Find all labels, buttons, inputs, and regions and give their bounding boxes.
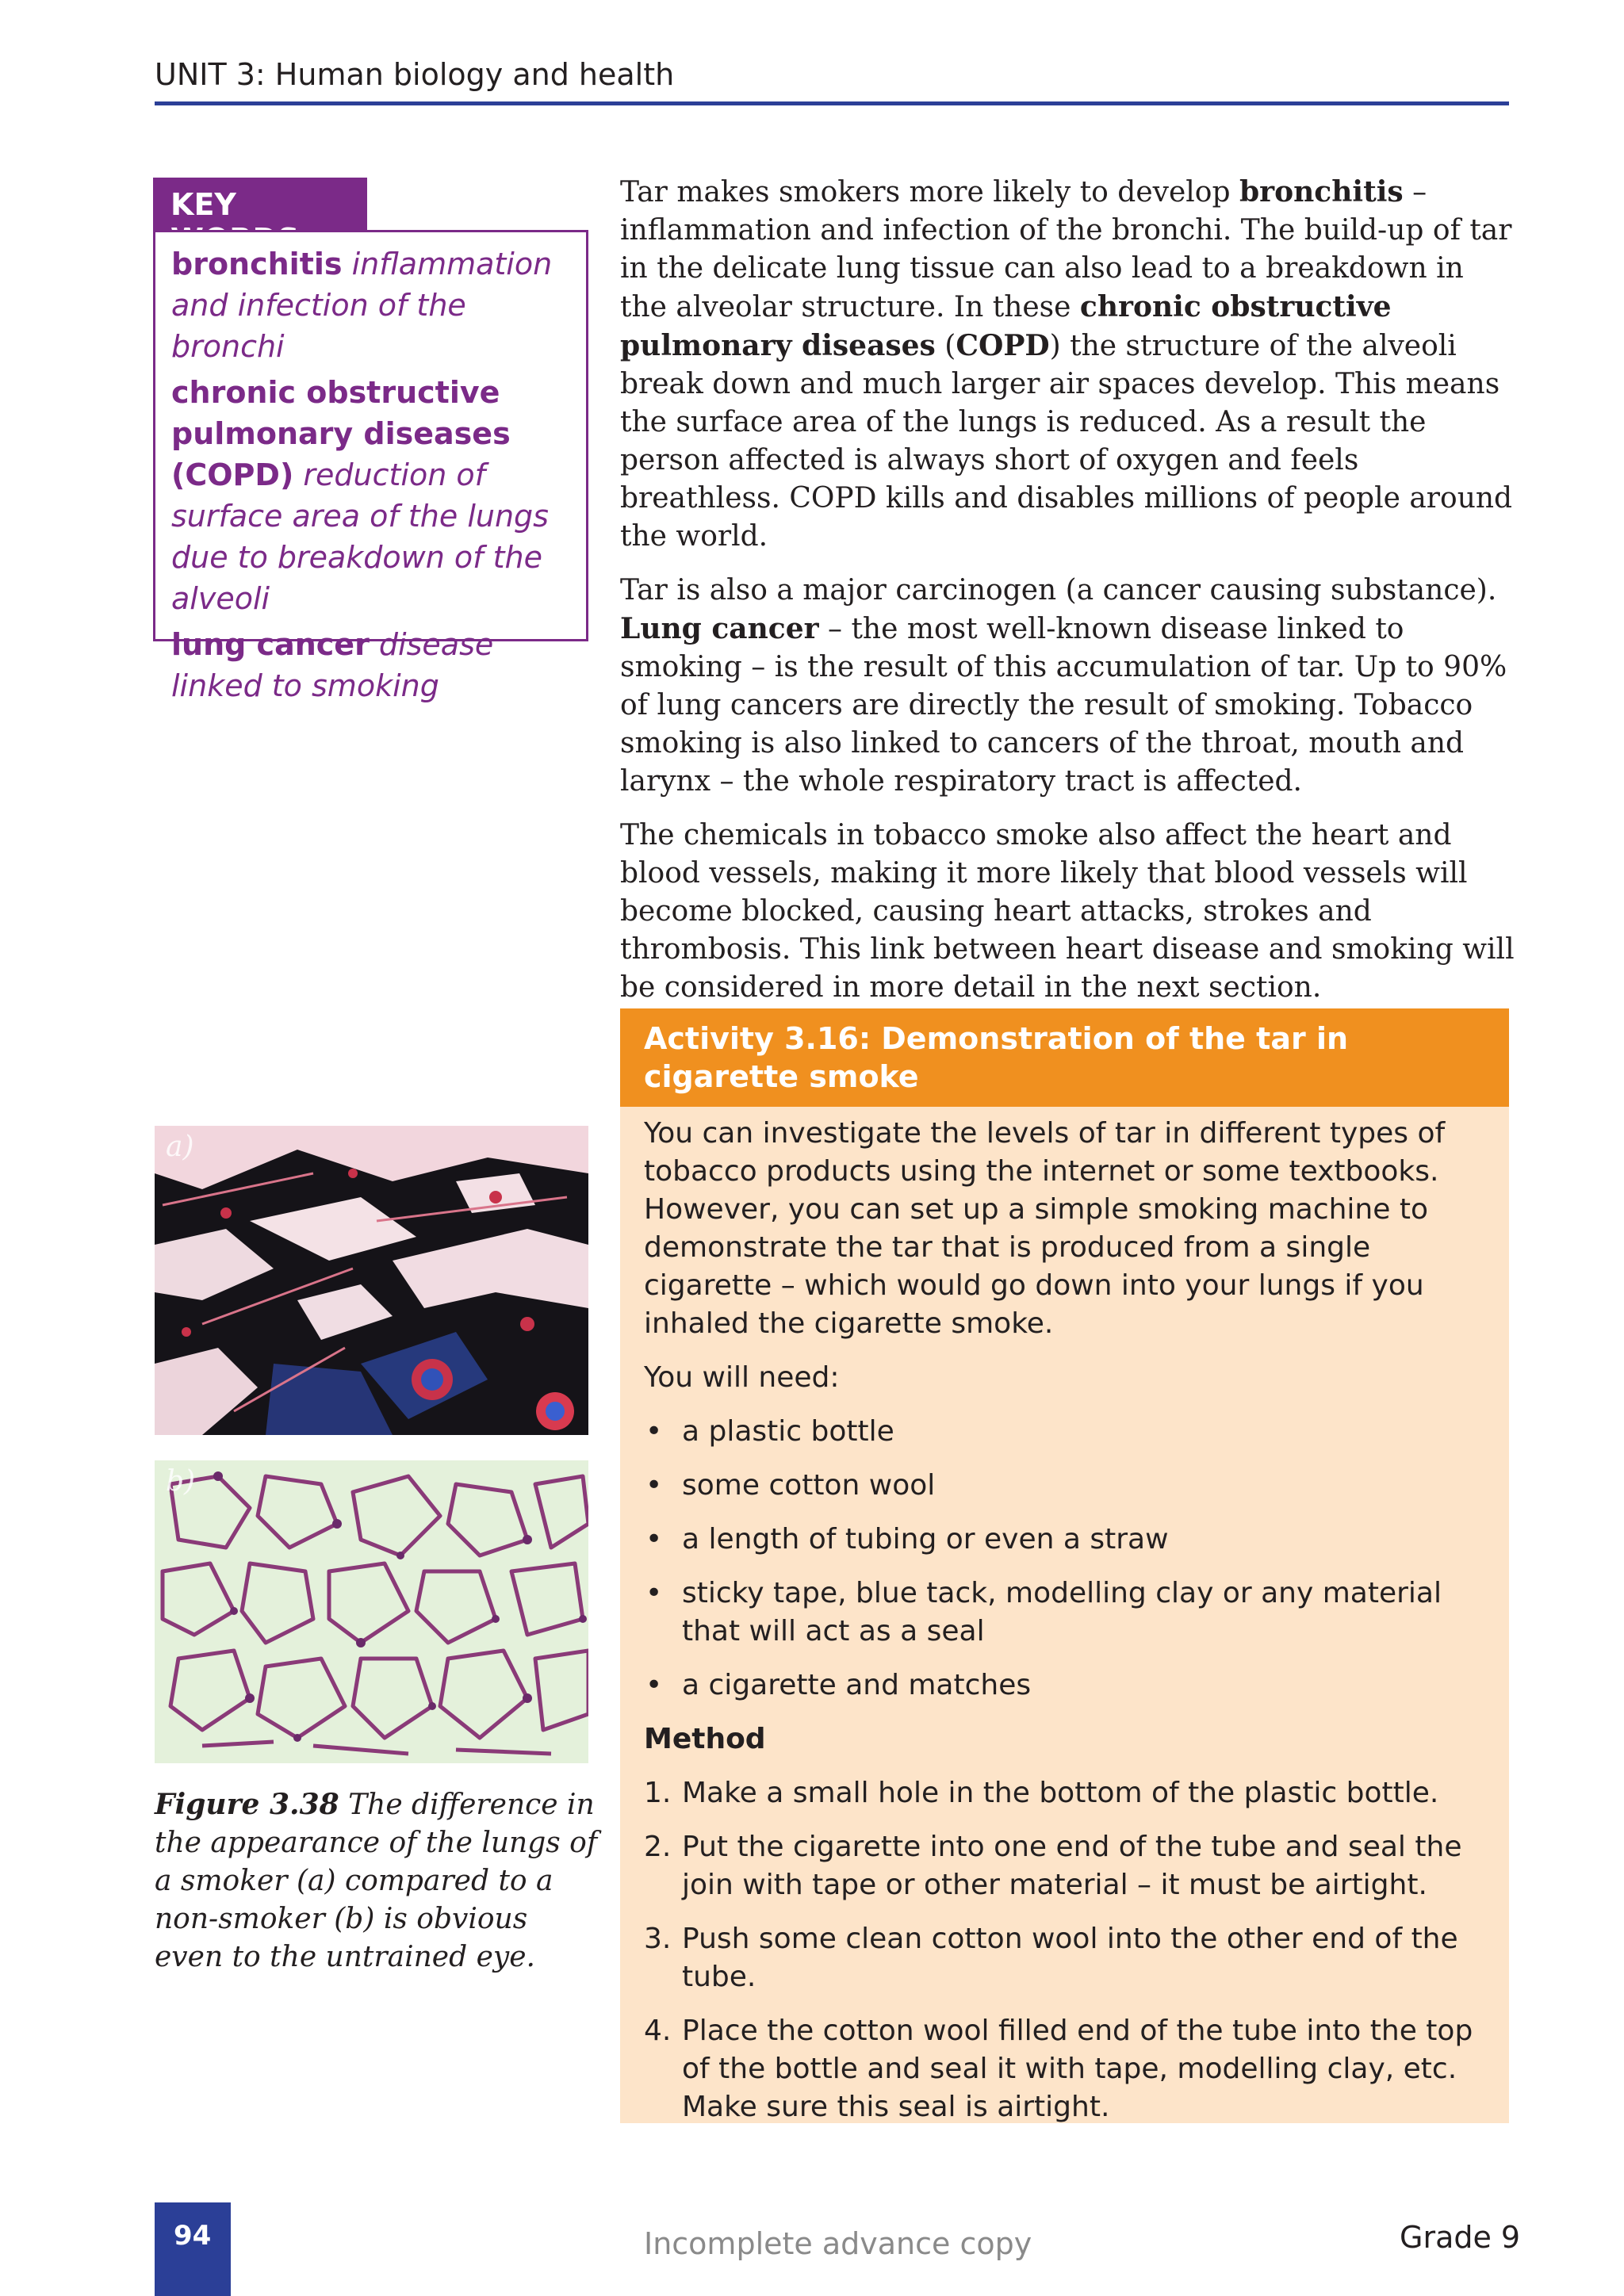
activity-title: Activity 3.16: Demonstration of the tar in cigarette smoke [620,1008,1509,1107]
step-number: 2. [644,1831,672,1863]
figure-caption-label: Figure 3.38 [155,1788,339,1821]
needs-list [644,1413,1485,1705]
key-word-entry [171,243,575,367]
key-word-definition: inflammation and infection of the bronchi [171,247,553,364]
method-step [644,2012,1485,2126]
body-paragraph [620,173,1516,556]
activity-intro: You can investigate the levels of tar in different types of tobacco products using the internet or some textbooks. However, you can set up a simple smoking machine to demonstrate the tar that is produced from a single cigarette – which would go down into your lungs if you inhaled the cigarette smoke. [644,1117,1446,1340]
key-word-term: bronchitis [171,247,343,281]
body-text [620,173,1516,1023]
list-item [644,1575,1485,1651]
activity-need-label: You will need: [644,1361,840,1394]
text-run: Tar is also a major carcinogen (a cancer causing substance). [620,574,1497,607]
body-paragraph: The chemicals in tobacco smoke also affect the heart and blood vessels, making it more likely that blood vessels will become blocked, causing heart attacks, strokes and thrombosis. This link between heart disease and smoking will be considered in more detail in the next section. [620,819,1515,1004]
figure-caption-text: The difference in the appearance of the lungs of a smoker (a) compared to a non-smoker (b) is obvious even to the untrained eye. [155,1789,598,1973]
figure-label-b: b) [166,1465,196,1498]
bold-term: Lung cancer [620,612,819,645]
method-step [644,1828,1485,1904]
figure-label-a: a) [166,1131,194,1163]
key-word-entry [171,372,575,619]
list-item [644,1667,1485,1705]
key-words-tab: KEY WORDS [153,178,367,230]
list-item-text: a cigarette and matches [682,1669,1032,1701]
step-text: Make a small hole in the bottom of the plastic bottle. [682,1777,1439,1809]
bullet-icon: • [645,1523,663,1556]
smoker-lung-micrograph [155,1126,588,1435]
step-text: Push some clean cotton wool into the other end of the tube. [682,1923,1458,1993]
bullet-icon: • [645,1577,663,1609]
non-smoker-lung-micrograph [155,1460,588,1763]
list-item-text: a length of tubing or even a straw [682,1523,1169,1556]
body-paragraph [620,572,1516,801]
method-step [644,1920,1485,1996]
footer-note: Incomplete advance copy [644,2226,1032,2261]
text-run: – the most well-known disease linked to smoking – is the result of this accumulation of tar. Up to 90% of lung cancers are directly the result of smoking. Tobacco smoking is also linked to cancers of the throat, mouth and larynx – the whole respiratory tract is affected. [620,613,1507,798]
bold-term: bronchitis [1239,175,1404,209]
text-run: ( [935,330,956,362]
grade-label: Grade 9 [1400,2220,1521,2255]
list-item-text: sticky tape, blue tack, modelling clay or any material that will act as a seal [682,1577,1442,1647]
bold-term: COPD [956,329,1050,362]
list-item [644,1413,1485,1451]
list-item-text: some cotton wool [682,1469,936,1502]
text-run: ) the structure of the alveoli break down and much larger air spaces develop. This means the surface area of the lungs is reduced. As a result the person affected is always short of oxygen and feels breathless. COPD kills and disables millions of people around the world. [620,330,1513,553]
step-text: Place the cotton wool filled end of the tube into the top of the bottle and seal it with tape, modelling clay, etc. Make sure this seal is airtight. [682,2015,1473,2123]
list-item-text: a plastic bottle [682,1415,894,1448]
page-number: 94 [155,2202,231,2296]
method-step [644,1774,1485,1812]
step-text: Put the cigarette into one end of the tube and seal the join with tape or other material – it must be airtight. [682,1831,1462,1901]
bold-term: chronic obstructive pulmonary diseases [620,290,1392,362]
step-number: 1. [644,1777,672,1809]
bullet-icon: • [645,1669,663,1701]
unit-header-title: UNIT 3: Human biology and health [155,57,675,92]
key-words-box [153,230,588,703]
list-item [644,1467,1485,1505]
text-run: Tar makes smokers more likely to develop [620,176,1239,209]
key-word-entry [171,624,575,706]
key-word-term: chronic obstructive pulmonary diseases (COPD) [171,375,511,492]
key-word-definition: disease linked to smoking [171,627,494,703]
text-run: – inflammation and infection of the bronchi. The build-up of tar in the delicate lung tissue can also lead to a breakdown in the alveolar structure. In these [620,176,1512,323]
header-rule [155,101,1509,105]
bullet-icon: • [645,1469,663,1502]
key-word-term: lung cancer [171,627,370,662]
list-item [644,1521,1485,1559]
non-smoker-lung-image [155,1460,588,1763]
step-number: 4. [644,2015,672,2047]
method-heading: Method [644,1723,766,1755]
bullet-icon: • [645,1415,663,1448]
smoker-lung-image [155,1126,588,1435]
method-steps [644,1774,1485,2126]
figure-caption [155,1785,599,1976]
step-number: 3. [644,1923,672,1955]
key-word-definition: reduction of surface area of the lungs due to breakdown of the alveoli [171,457,549,616]
activity-body [620,1107,1509,2123]
